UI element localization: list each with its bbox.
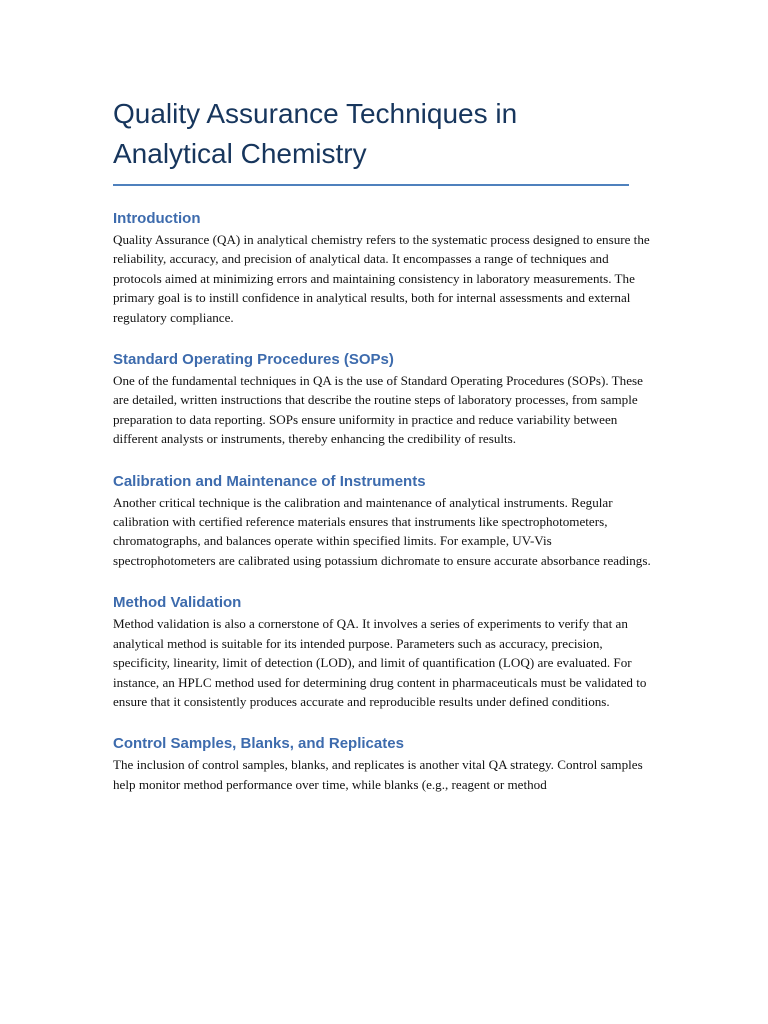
section-paragraph: Method validation is also a cornerstone of QA. It involves a series of experiments to verify that an analytical method is suitable for its intended purpose. Parameters such as accuracy, precision, specificity, linearity, limit of detection (LOD), and limit of quantification (LOQ) are evaluated. For instance, an HPLC method used for determining drug content in pharmaceuticals must be validated to ensure that it consistently produces accurate and reproducible results under defined conditions. [113, 616, 647, 709]
document-title-line-1: Quality Assurance Techniques in [113, 98, 518, 129]
section-introduction [113, 208, 657, 327]
document-title [113, 94, 657, 174]
document-page [113, 94, 657, 794]
section-heading: Introduction [113, 210, 201, 227]
section-paragraph: Quality Assurance (QA) in analytical chemistry refers to the systematic process designed to ensure the reliability, accuracy, and precision of analytical data. It encompasses a range of techniques and protocols aimed at minimizing errors and maintaining consistency in laboratory measurements. The primary goal is to instill confidence in analytical results, both for internal assessments and external regulatory compliance. [113, 232, 650, 325]
section-heading: Control Samples, Blanks, and Replicates [113, 735, 404, 753]
section-sops [113, 349, 657, 449]
title-divider [113, 184, 629, 186]
section-heading: Calibration and Maintenance of Instruments [113, 472, 426, 490]
section-heading: Standard Operating Procedures (SOPs) [113, 351, 394, 369]
section-paragraph: Another critical technique is the calibration and maintenance of analytical instruments. Regular calibration with certified reference materials ensures that instruments like spectrophotometers, chromatographs, and balances operate within specified limits. For example, UV-Vis spectrophotometers are calibrated using potassium dichromate to ensure accurate absorbance readings. [113, 494, 651, 568]
section-paragraph: The inclusion of control samples, blanks, and replicates is another vital QA strategy. Control samples help monitor method performance over time, while blanks (e.g., reagent or method [113, 757, 643, 792]
section-calibration [113, 471, 657, 571]
section-control-samples [113, 733, 657, 794]
section-paragraph: One of the fundamental techniques in QA is the use of Standard Operating Procedures (SOPs). These are detailed, written instructions that describe the routine steps of laboratory processes, from sample preparation to data reporting. SOPs ensure uniformity in practice and reduce variability between different analysts or instruments, thereby enhancing the credibility of results. [113, 373, 643, 447]
document-title-line-2: Analytical Chemistry [113, 138, 367, 169]
section-method-validation [113, 592, 657, 711]
section-heading: Method Validation [113, 594, 242, 612]
